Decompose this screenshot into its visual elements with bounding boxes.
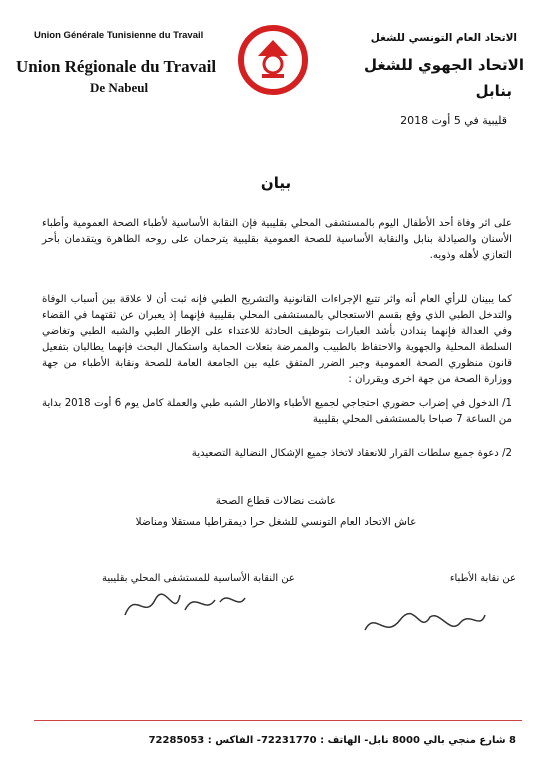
french-city: De Nabeul: [90, 80, 149, 95]
signatory-doctors-union: عن نقابة الأطباء: [449, 573, 516, 584]
paragraph-condolence: على اثر وفاة أحد الأطفال اليوم بالمستشفى المحلي بقليبية فإن النقابة الأساسية لأطباء الصحة العمومية وأطباء الأسنان والصيادلة بنابل والنقابة الأساسية للصحة العمومية بقليبية يترحمان على روحه الطاهرة ويتقدمان بأحر التعازي لأهله وذويه.: [42, 218, 512, 261]
signatory-hospital-union: عن النقابة الأساسية للمستشفى المحلي بقليبية: [102, 573, 295, 584]
slogan-ugtt: عاش الاتحاد العام التونسي للشغل حرا ديمقراطيا مستقلا ومناضلا: [135, 516, 417, 528]
french-union-name: Union Générale Tunisienne du Travail: [34, 30, 204, 41]
document-title: بيان: [260, 174, 292, 192]
arabic-regional-union: الاتحاد الجهوي للشغل: [363, 56, 524, 74]
footer-address: 8 شارع منجي بالي 8000 نابل- الهاتف : 72231770- الفاكس : 72285053: [148, 735, 516, 746]
french-regional-union: Union Régionale du Travail: [16, 57, 217, 76]
ugtt-logo: [238, 22, 308, 98]
slogan-health-sector: عاشت نضالات قطاع الصحة: [215, 495, 337, 507]
arabic-city: بنابل: [475, 82, 512, 100]
footer-divider: [34, 720, 522, 721]
arabic-union-name: الاتحاد العام التونسي للشغل: [370, 32, 517, 44]
document-date: قليبية في 5 أوت 2018: [400, 114, 507, 127]
handwritten-signature-left: [120, 580, 250, 630]
decision-item-1: 1/ الدخول في إضراب حضوري احتجاجي لجميع الأطباء والاطار الشبه طبي والعملة كامل يوم 6 أوت 2018 بداية من الساعة 7 صباحا بالمستشفى المحلي بقليبية: [42, 398, 512, 425]
handwritten-signature-right: [360, 605, 490, 645]
paragraph-statement: كما يبينان للرأي العام أنه واثر تتبع الإجراءات القانونية والتشريح الطبي فإنه ثبت أن لا علاقة بين أسباب الوفاة والتدخل الطبي الذي وقع بقسم الاستعجالي بالمستشفى المحلي بقليبية فإنهما إذ يعبران عن ثقتهما في القضاء وفي العدالة فإنهما يندادن بأشد العبارات بتوظيف الحادثة للاعتداء على الإطار الطبي والشبه الطبي وتغاضي السلطة المحلية والجهوية والاحتفاظ بالطبيب والممرضة بتعلات الحماية واستكمال البحث فإنهما يطالبان بتفعيل قانون منظوري الصحة العمومية وجبر الضرر المتفق عليه بين الجامعة العامة للصحة ونقابة الأطباء من جهة ووزارة الصحة من جهة اخرى ويقرران :: [42, 294, 512, 385]
decision-item-2: 2/ دعوة جميع سلطات القرار للانعقاد لاتخاذ جميع الإشكال النضالية التصعيدية: [191, 448, 512, 459]
